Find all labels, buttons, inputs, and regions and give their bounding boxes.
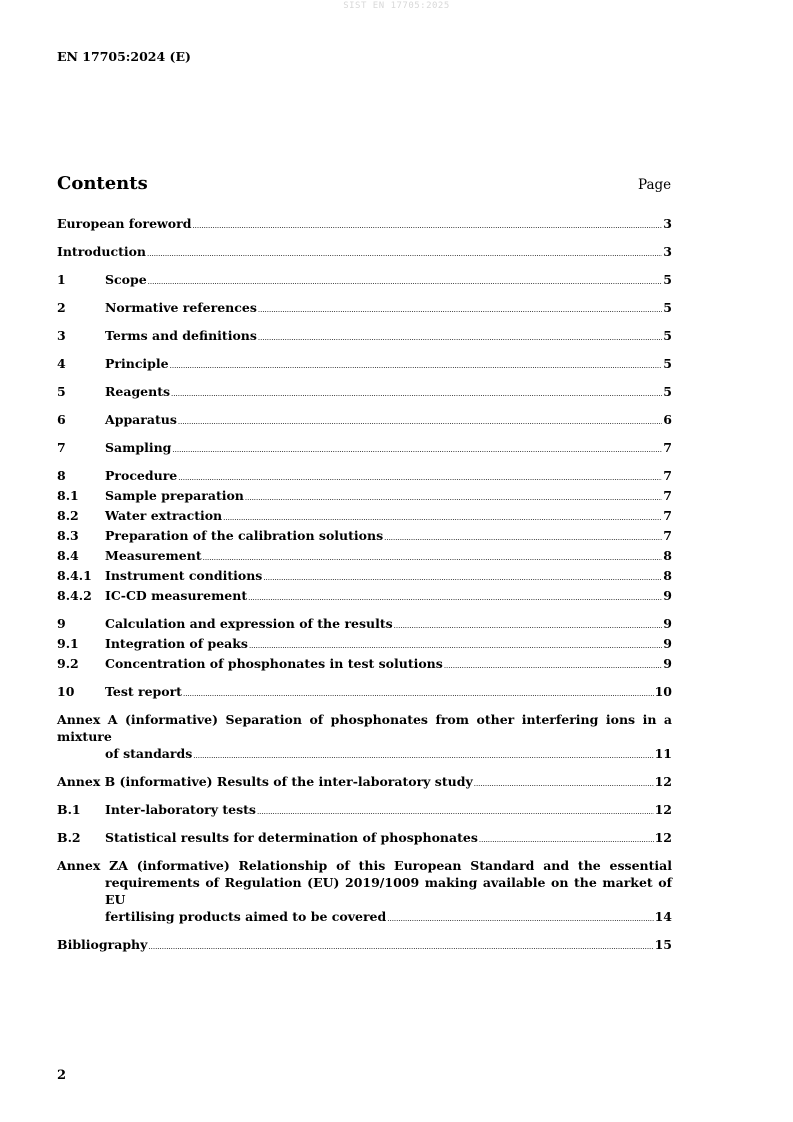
dot-leader — [248, 590, 662, 607]
toc-entry-title: Normative references — [105, 300, 257, 315]
toc-entry-reagents[interactable] — [57, 383, 672, 403]
toc-entry-title: Terms and definitions — [105, 328, 257, 343]
toc-entry-page: 9 — [663, 616, 672, 631]
toc-entry-annex-za[interactable] — [57, 857, 672, 928]
toc-entry-page: 12 — [654, 774, 672, 789]
toc-entry-title: Instrument conditions — [105, 568, 263, 583]
document-id: EN 17705:2024 (E) — [57, 49, 191, 64]
toc-entry-apparatus[interactable] — [57, 411, 672, 431]
toc-entry-title: Scope — [105, 272, 147, 287]
toc-entry-number: 8.4.2 — [57, 588, 92, 603]
toc-entry-page: 7 — [663, 468, 672, 483]
toc-entry-page: 3 — [663, 244, 672, 259]
toc-entry-number: 8.2 — [57, 508, 79, 523]
toc-entry-number: 8.4.1 — [57, 568, 92, 583]
toc-entry-number: 7 — [57, 440, 66, 455]
dot-leader — [258, 330, 662, 347]
dot-leader — [148, 274, 663, 291]
toc-entry-title: Measurement — [105, 548, 202, 563]
toc-entry-page: 15 — [654, 937, 672, 952]
toc-entry-page: 10 — [654, 684, 672, 699]
toc-entry-annex-b[interactable] — [57, 773, 672, 793]
dot-leader — [148, 939, 653, 956]
toc-entry-title: IC-CD measurement — [105, 588, 248, 603]
dot-leader — [249, 638, 662, 655]
toc-entry-number: 6 — [57, 412, 66, 427]
watermark: SIST EN 17705:2025 — [343, 1, 450, 11]
toc-entry-title: Preparation of the calibration solutions — [105, 528, 384, 543]
toc-entry-sampling[interactable] — [57, 439, 672, 459]
toc-entry-title: Principle — [105, 356, 169, 371]
toc-entry-title-continued: fertilising products aimed to be covered — [105, 909, 387, 924]
toc-entry-number: 5 — [57, 384, 66, 399]
dot-leader — [223, 510, 662, 527]
toc-entry-number: 9.2 — [57, 656, 79, 671]
toc-entry-title: European foreword — [57, 216, 192, 231]
page-column-label: Page — [638, 177, 672, 193]
toc-entry-calculation[interactable] — [57, 615, 672, 635]
dot-leader — [147, 246, 662, 263]
toc-entry-integration-of-peaks[interactable] — [57, 635, 672, 655]
dot-leader — [192, 218, 662, 235]
toc-entry-number: 8.4 — [57, 548, 79, 563]
toc-entry-page: 5 — [663, 328, 672, 343]
toc-entry-page: 9 — [663, 588, 672, 603]
toc-entry-page: 8 — [663, 568, 672, 583]
toc-entry-calibration-solutions[interactable] — [57, 527, 672, 547]
dot-leader — [172, 442, 662, 459]
toc-entry-number: 3 — [57, 328, 66, 343]
toc-entry-page: 3 — [663, 216, 672, 231]
toc-entry-number: 10 — [57, 684, 75, 699]
toc-entry-test-report[interactable] — [57, 683, 672, 703]
toc-entry-inter-laboratory-tests[interactable] — [57, 801, 672, 821]
toc-entry-page: 11 — [654, 746, 672, 761]
toc-entry-page: 5 — [663, 356, 672, 371]
toc-entry-number: 9 — [57, 616, 66, 631]
dot-leader — [387, 911, 653, 928]
toc-entry-title: Statistical results for determination of phosphonates — [105, 830, 478, 845]
toc-entry-page: 7 — [663, 488, 672, 503]
toc-entry-number: B.1 — [57, 802, 81, 817]
toc-entry-european-foreword[interactable] — [57, 215, 672, 235]
toc-entry-title: Sample preparation — [105, 488, 244, 503]
dot-leader — [171, 386, 662, 403]
dot-leader — [193, 748, 653, 765]
toc-entry-title: Annex ZA (informative) Relationship of this European Standard and the essential — [57, 858, 672, 873]
toc-entry-title-continued: of standards — [105, 746, 193, 761]
toc-entry-title: Water extraction — [105, 508, 223, 523]
toc-entry-number: 4 — [57, 356, 66, 371]
dot-leader — [474, 776, 654, 793]
page-number: 2 — [57, 1068, 67, 1083]
dot-leader — [178, 470, 662, 487]
dot-leader — [394, 618, 663, 635]
toc-entry-number: 8.3 — [57, 528, 79, 543]
dot-leader — [178, 414, 662, 431]
toc-entry-title: Sampling — [105, 440, 172, 455]
toc-entry-page: 5 — [663, 300, 672, 315]
toc-entry-normative-references[interactable] — [57, 299, 672, 319]
toc-entry-sample-preparation[interactable] — [57, 487, 672, 507]
toc-entry-page: 5 — [663, 384, 672, 399]
toc-entry-title: Procedure — [105, 468, 178, 483]
dot-leader — [479, 832, 654, 849]
dot-leader — [203, 550, 663, 567]
toc-entry-bibliography[interactable] — [57, 936, 672, 956]
toc-entry-instrument-conditions[interactable] — [57, 567, 672, 587]
toc-entry-title: Annex A (informative) Separation of phosphonates from other interfering ions in a mixture — [57, 712, 672, 744]
toc-entry-annex-a[interactable] — [57, 711, 672, 765]
toc-entry-title: Concentration of phosphonates in test solutions — [105, 656, 443, 671]
toc-entry-title: Bibliography — [57, 937, 148, 952]
toc-entry-ic-cd-measurement[interactable] — [57, 587, 672, 607]
toc-entry-title: Inter-laboratory tests — [105, 802, 256, 817]
toc-entry-page: 7 — [663, 508, 672, 523]
toc-entry-introduction[interactable] — [57, 243, 672, 263]
toc-entry-title: Integration of peaks — [105, 636, 248, 651]
toc-entry-page: 14 — [654, 909, 672, 924]
toc-entry-page: 12 — [654, 830, 672, 845]
toc-entry-number: 1 — [57, 272, 66, 287]
toc-entry-page: 6 — [663, 412, 672, 427]
toc-entry-page: 8 — [663, 548, 672, 563]
table-of-contents — [57, 215, 672, 956]
dot-leader — [263, 570, 662, 587]
toc-entry-title: Test report — [105, 684, 182, 699]
toc-entry-statistical-results[interactable] — [57, 829, 672, 849]
toc-entry-title: Apparatus — [105, 412, 177, 427]
toc-entry-water-extraction[interactable] — [57, 507, 672, 527]
toc-entry-scope[interactable] — [57, 271, 672, 291]
toc-entry-number: 2 — [57, 300, 66, 315]
toc-entry-page: 7 — [663, 528, 672, 543]
toc-entry-number: 9.1 — [57, 636, 79, 651]
toc-entry-title: Calculation and expression of the results — [105, 616, 393, 631]
toc-entry-procedure[interactable] — [57, 467, 672, 487]
toc-entry-number: 8.1 — [57, 488, 79, 503]
toc-entry-page: 12 — [654, 802, 672, 817]
toc-entry-title: Introduction — [57, 244, 147, 259]
dot-leader — [384, 530, 662, 547]
dot-leader — [245, 490, 662, 507]
contents-heading: Contents — [57, 173, 148, 194]
dot-leader — [170, 358, 663, 375]
toc-entry-page: 5 — [663, 272, 672, 287]
toc-entry-title: Annex B (informative) Results of the inter-laboratory study — [57, 774, 473, 789]
toc-entry-page: 9 — [663, 656, 672, 671]
toc-entry-page: 7 — [663, 440, 672, 455]
dot-leader — [258, 302, 662, 319]
toc-entry-measurement[interactable] — [57, 547, 672, 567]
toc-entry-number: B.2 — [57, 830, 81, 845]
toc-entry-page: 9 — [663, 636, 672, 651]
toc-entry-title: Reagents — [105, 384, 171, 399]
dot-leader — [444, 658, 662, 675]
toc-entry-number: 8 — [57, 468, 66, 483]
dot-leader — [257, 804, 654, 821]
toc-entry-principle[interactable] — [57, 355, 672, 375]
toc-entry-concentration[interactable] — [57, 655, 672, 675]
toc-entry-terms-and-definitions[interactable] — [57, 327, 672, 347]
toc-entry-title-continued: requirements of Regulation (EU) 2019/1009 making available on the market of EU — [105, 875, 672, 907]
dot-leader — [183, 686, 654, 703]
